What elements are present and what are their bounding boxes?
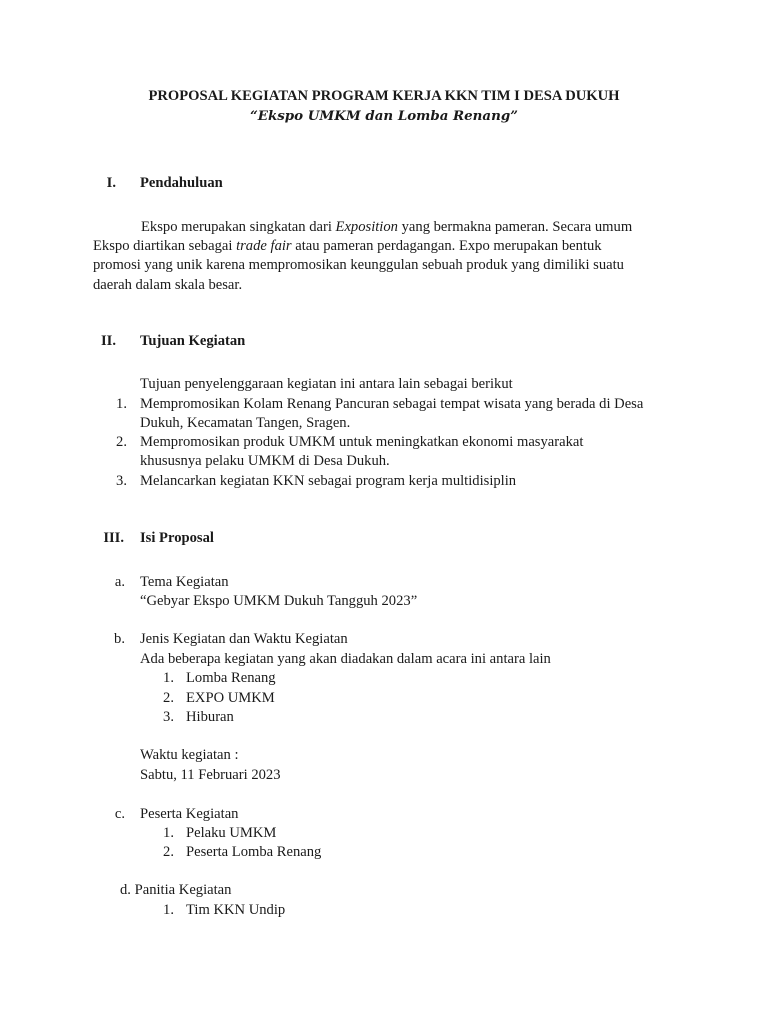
time-value: Sabtu, 11 Februari 2023 [140,767,281,783]
activities-intro: Ada beberapa kegiatan yang akan diadakan dalam acara ini antara lain [140,651,551,667]
italic-term: Exposition [335,219,398,235]
section-heading-isi-proposal: Isi Proposal [140,530,214,546]
list-number: 1. [163,670,174,686]
list-intro: Tujuan penyelenggaraan kegiatan ini antara lain sebagai berikut [140,376,513,392]
paragraph-text: Ekspo diartikan sebagai [93,238,237,254]
list-item: EXPO UMKM [186,690,275,706]
sub-item-title: d. Panitia Kegiatan [120,882,232,898]
section-heading-pendahuluan: Pendahuluan [140,175,223,191]
paragraph-line [141,218,632,238]
italic-term: trade fair [236,238,292,254]
sub-item-title: Peserta Kegiatan [140,806,239,822]
sub-item-title: Tema Kegiatan [140,574,229,590]
list-item: Mempromosikan produk UMKM untuk meningkatkan ekonomi masyarakat [140,434,584,450]
list-item: Tim KKN Undip [186,902,286,918]
list-number: 2. [116,434,127,450]
paragraph-text: Ekspo merupakan singkatan dari [141,219,336,235]
paragraph-line: daerah dalam skala besar. [93,277,243,293]
list-item: Peserta Lomba Renang [186,844,322,860]
sub-item-label: a. [114,574,125,590]
section-number: II. [100,333,116,349]
list-item-continuation: khususnya pelaku UMKM di Desa Dukuh. [140,453,390,469]
list-number: 1. [163,825,174,841]
time-label: Waktu kegiatan : [140,747,239,763]
paragraph-text: atau pameran perdagangan. Expo merupakan bentuk [291,238,602,254]
list-number: 1. [163,902,174,918]
list-number: 3. [163,709,174,725]
paragraph-line [93,237,602,257]
paragraph-line: promosi yang unik karena mempromosikan keunggulan sebuah produk yang dimiliki suatu [93,257,624,273]
list-item-continuation: Dukuh, Kecamatan Tangen, Sragen. [140,415,351,431]
list-number: 1. [116,396,127,412]
sub-item-label: c. [114,806,125,822]
section-number: I. [106,175,116,191]
sub-item-title: Jenis Kegiatan dan Waktu Kegiatan [140,631,348,647]
list-item: Hiburan [186,709,234,725]
list-number: 3. [116,473,127,489]
theme-value: “Gebyar Ekspo UMKM Dukuh Tangguh 2023” [140,593,418,609]
section-heading-tujuan: Tujuan Kegiatan [140,333,246,349]
document-title: PROPOSAL KEGIATAN PROGRAM KERJA KKN TIM I DESA DUKUH [148,88,620,104]
list-number: 2. [163,690,174,706]
list-item: Mempromosikan Kolam Renang Pancuran sebagai tempat wisata yang berada di Desa [140,396,644,412]
paragraph-text: yang bermakna pameran. Secara umum [397,219,633,235]
list-item: Pelaku UMKM [186,825,277,841]
section-number: III. [103,530,124,546]
sub-item-label: b. [114,631,125,647]
list-number: 2. [163,844,174,860]
list-item: Melancarkan kegiatan KKN sebagai program kerja multidisiplin [140,473,517,489]
document-subtitle: “Ekspo UMKM dan Lomba Renang” [250,108,518,124]
list-item: Lomba Renang [186,670,276,686]
